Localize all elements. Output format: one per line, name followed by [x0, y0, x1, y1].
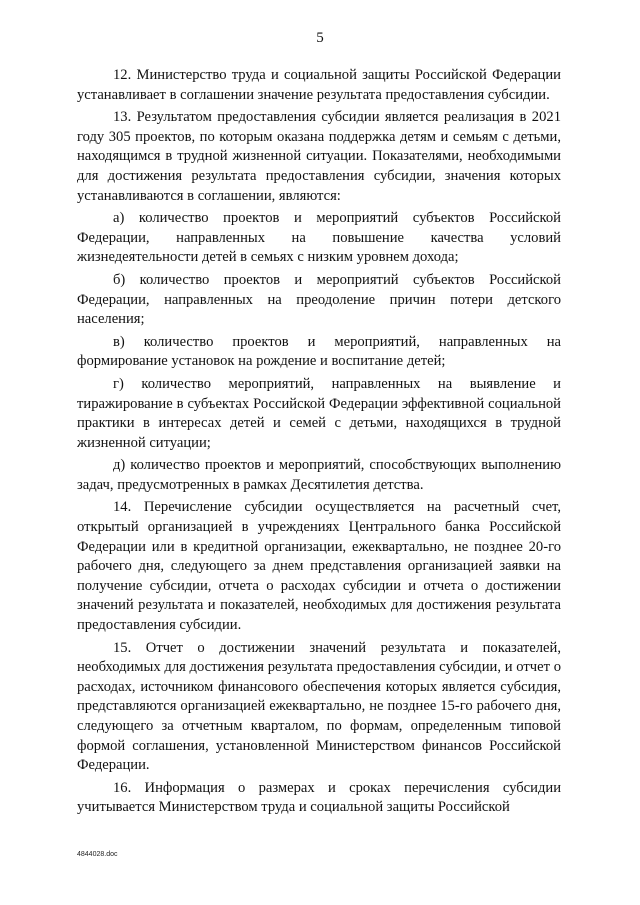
- paragraph-12: 12. Министерство труда и социальной защиты Российской Федерации устанавливает в соглашении значение результата предоставления субсидии.: [77, 67, 561, 103]
- list-item-g: г) количество мероприятий, направленных на выявление и тиражирование в субъектах Российской Федерации эффективной социальной практики в интересах детей и семей с детьми, находящихся в трудной жизненной ситуации;: [77, 375, 561, 451]
- footer-filename: 4844028.doc: [77, 851, 118, 858]
- list-item-v: в) количество проектов и мероприятий, направленных на формирование установок на рождение и воспитание детей;: [77, 333, 561, 370]
- document-body: [77, 66, 561, 821]
- paragraph-16: 16. Информация о размерах и сроках перечисления субсидии учитывается Министерством труда и социальной защиты Российской: [77, 779, 561, 816]
- paragraph-15: 15. Отчет о достижении значений результата и показателей, необходимых для достижения результата предоставления субсидии, и отчет о расходах, источником финансового обеспечения которых является субсидия, представляются организацией ежеквартально, не позднее 15-го рабочего дня, следующего за отчетным кварталом, по формам, определенным типовой формой соглашения, установленной Министерством финансов Российской Федерации.: [77, 639, 561, 774]
- list-item-b: б) количество проектов и мероприятий субъектов Российской Федерации, направленных на преодоление причин потери детского населения;: [77, 271, 561, 328]
- paragraph-14: 14. Перечисление субсидии осуществляется на расчетный счет, открытый организацией в учреждениях Центрального банка Российской Федерации или в кредитной организации, ежеквартально, не позднее 20-го рабочего дня, следующего за днем представления организацией заявки на получение субсидии, отчета о расходах субсидии и отчета о достижении значений результата и показателей, необходимых для достижения результата предоставления субсидии.: [77, 499, 561, 634]
- page-number: 5: [316, 30, 324, 46]
- paragraph-13: 13. Результатом предоставления субсидии является реализация в 2021 году 305 проектов, по которым оказана поддержка детям и семьям с детьми, находящимся в трудной жизненной ситуации. Показателями, необходимыми для достижения результата предоставления субсидии, значения которых устанавливаются в соглашении, являются:: [77, 109, 561, 204]
- list-item-d: д) количество проектов и мероприятий, способствующих выполнению задач, предусмотренных в рамках Десятилетия детства.: [77, 457, 561, 493]
- list-item-a: а) количество проектов и мероприятий субъектов Российской Федерации, направленных на повышение качества условий жизнедеятельности детей в семьях с низким уровнем дохода;: [77, 210, 561, 266]
